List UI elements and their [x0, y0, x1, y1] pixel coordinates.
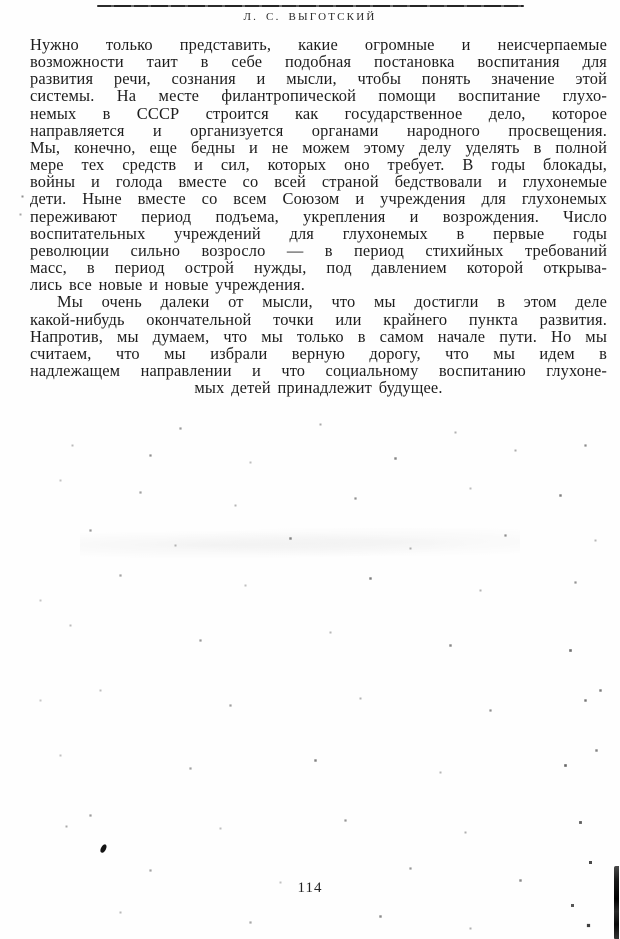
- text-line: развития речи, сознания и мысли, чтобы понять значение этой: [30, 69, 607, 89]
- text-line: Мы очень далеки от мысли, что мы достигли в этом деле: [57, 292, 607, 312]
- text-line: Мы, конечно, еще бедны и не можем этому делу уделять в полной: [30, 137, 607, 157]
- text-line: масс, в период острой нужды, под давлением которой открыва-: [30, 258, 607, 278]
- text-line: немых в СССР строится как государственное дело, которое: [30, 103, 607, 123]
- text-line: воспитательных учреждений для глухонемых в первые годы: [30, 223, 607, 243]
- scan-noise: [0, 0, 1, 1]
- page-number: 114: [297, 880, 323, 896]
- text-line: направляется и организуется органами народного просвещения.: [30, 120, 607, 140]
- text-line: переживают период подъема, укрепления и возрождения. Число: [30, 206, 607, 226]
- scan-smudge: [80, 528, 520, 562]
- scan-edge-streak: [614, 866, 619, 939]
- text-line: революции сильно возросло — в период стихийных требований: [30, 240, 607, 260]
- text-line: Нужно только представить, какие огромные и неисчерпаемые: [30, 35, 607, 54]
- text-line: мых детей принадлежит будущее.: [194, 378, 443, 398]
- ink-blot: [99, 843, 107, 853]
- text-line: надлежащем направлении и что социальному воспитанию глухоне-: [30, 360, 607, 380]
- text-line: войны и голода вместе со всей страной бедствовали и глухонемые: [30, 172, 607, 192]
- text-line: Напротив, мы думаем, что мы только в самом начале пути. Но мы: [30, 326, 607, 346]
- body-text: [30, 36, 607, 396]
- running-header: Л. С. ВЫГОТСКИЙ: [243, 11, 377, 23]
- paragraph: [30, 293, 607, 396]
- text-line: какой-нибудь окончательной точки или крайнего пункта развития.: [30, 309, 607, 329]
- text-line: дети. Ныне вместе со всем Союзом и учреждения для глухонемых: [30, 189, 607, 209]
- text-line: считаем, что мы избрали верную дорогу, что мы идем в: [30, 343, 607, 363]
- text-line: мере тех средств и сил, которых оно требует. В годы блокады,: [30, 155, 607, 175]
- text-line: возможности таит в себе подобная постановка воспитания для: [30, 52, 607, 72]
- text-line: системы. На месте филантропической помощи воспитание глухо-: [30, 86, 607, 106]
- text-line: лись все новые и новые учреждения.: [30, 275, 305, 295]
- header-rule: [97, 5, 524, 7]
- paragraph: [30, 36, 607, 293]
